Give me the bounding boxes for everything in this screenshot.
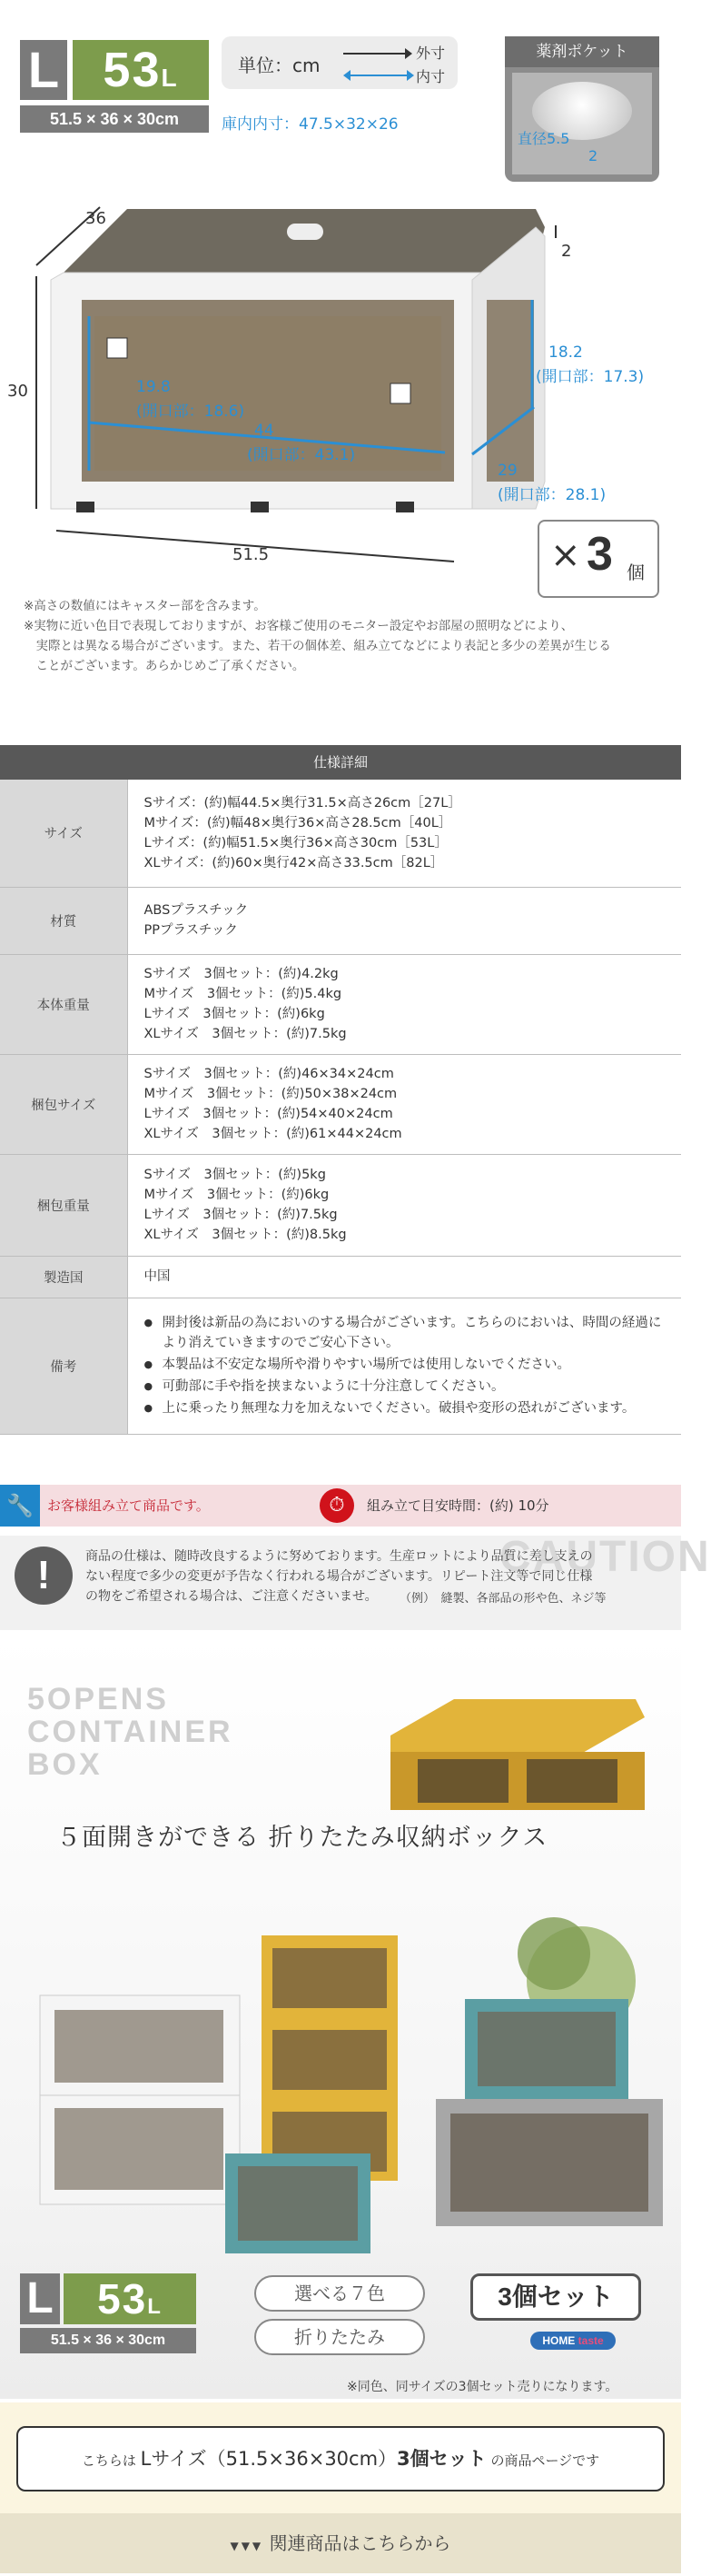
related-products-link[interactable] — [0, 2513, 681, 2573]
spec-line: XLサイズ 3個セット：(約)7.5kg — [143, 1027, 347, 1041]
dim-inner-width: 44 — [254, 422, 274, 440]
inner-label: 内寸 — [416, 68, 446, 85]
spec-line: 中国 — [143, 1269, 171, 1284]
spec-key: サイズ — [0, 780, 127, 887]
front-latch-icon — [390, 383, 410, 403]
quantity-unit: 個 — [627, 562, 645, 583]
size-letter: L — [20, 2273, 60, 2324]
remark-item: ● 開封後は新品の為においのする場合がございます。こちらのにおいは、時間の経過により消えていきますのでご安心下さい。 — [144, 1313, 666, 1353]
assembly-text: お客様組み立て商品です。 — [47, 1497, 210, 1514]
logo-home: HOME — [542, 2334, 576, 2347]
remark-item: ● 本製品は不安定な場所や滑りやすい場所では使用しないでください。 — [144, 1355, 666, 1375]
spec-value — [127, 780, 681, 887]
note-line: 実際とは異なる場合がございます。また、若干の個体差、組み立てなどにより表記と多少の差異が生じる — [24, 639, 611, 653]
dim-depth: 36 — [85, 209, 106, 228]
spec-line: Mサイズ 3個セット：(約)5.4kg — [143, 987, 342, 1001]
size-letter: L — [20, 40, 67, 100]
brand-mark — [27, 1683, 233, 1781]
medicine-pocket-title: 薬剤ポケット — [505, 36, 659, 67]
spec-value — [127, 1154, 681, 1256]
brand-line: CONTAINER — [27, 1715, 233, 1749]
spec-key: 本体重量 — [0, 954, 127, 1054]
quantity-number: 3 — [587, 528, 613, 581]
spec-key: 梱包重量 — [0, 1154, 127, 1256]
white-stack-window — [54, 2010, 223, 2083]
spec-line: PPプラスチック — [143, 923, 238, 938]
side-panel — [487, 300, 534, 482]
caution-text: 商品の仕様は、随時改良するように努めております。生産ロットにより品質に差し支えのない程度で多少の変更が予告なく行われる場合がございます。リピート注文等で同じ仕様の物をご希望される場合は、ご注意くださいませ。 — [85, 1549, 593, 1604]
note-line: ※高さの数値にはキャスター部を含みます。 — [24, 599, 266, 613]
spec-value — [127, 1298, 681, 1434]
clock-icon: ⏱ — [320, 1488, 354, 1523]
remark-item: ● 上に乗ったり無理な力を加えないでください。破損や変形の恐れがございます。 — [144, 1398, 666, 1418]
caution-watermark: CAUTION — [499, 1533, 711, 1581]
caution-example: （例） 縫製、各部品の形や色、ネジ等 — [400, 1592, 607, 1606]
spec-line: Sサイズ：(約)幅44.5×奥行31.5×高さ26cm［27L］ — [143, 795, 461, 811]
table-row — [0, 887, 681, 954]
product-set: 3個セット — [397, 2448, 487, 2470]
table-row — [0, 1054, 681, 1154]
dim-side-depth: 29 — [498, 462, 518, 480]
dim-side-height: 18.2 — [548, 343, 583, 362]
size-notes — [24, 596, 659, 676]
assembly-time: 組み立て目安時間：(約) 10分 — [367, 1497, 549, 1514]
logo-taste: taste — [578, 2334, 604, 2347]
note-line: ことがございます。あらかじめご了承ください。 — [24, 659, 305, 673]
set-note: ※同色、同サイズの3個セット売りになります。 — [347, 2380, 618, 2394]
plant-leaves — [518, 1917, 590, 1990]
size-capacity — [64, 2273, 196, 2324]
caster-icon — [396, 502, 414, 512]
product-suffix: の商品ページです — [490, 2452, 600, 2469]
table-row — [0, 1154, 681, 1256]
unit-label: 単位：cm — [238, 55, 321, 76]
inner-arrow-icon — [345, 75, 412, 76]
yellow-box-lid — [390, 1699, 645, 1754]
product-page-text — [16, 2444, 665, 2472]
medicine-pocket-panel — [505, 36, 659, 182]
white-stack-window — [54, 2108, 223, 2190]
table-row — [0, 1298, 681, 1434]
triangle-down-icon: ▼▼▼ — [230, 2540, 264, 2552]
spec-line: Sサイズ 3個セット：(約)4.2kg — [143, 967, 339, 981]
spec-line: Mサイズ 3個セット：(約)50×38×24cm — [143, 1087, 398, 1101]
teal-box-window — [478, 2012, 616, 2086]
spec-value — [127, 1054, 681, 1154]
spec-line: XLサイズ 3個セット：(約)8.5kg — [143, 1228, 347, 1242]
set-badge: 3個セット — [470, 2273, 641, 2321]
size-dimensions: 51.5 × 36 × 30cm — [20, 2328, 196, 2353]
spec-line: Sサイズ 3個セット：(約)5kg — [143, 1168, 326, 1182]
wrench-icon: 🔧 — [0, 1485, 40, 1527]
spec-key: 梱包サイズ — [0, 1054, 127, 1154]
medicine-pocket-photo — [512, 73, 652, 174]
spec-line: Lサイズ 3個セット：(約)6kg — [143, 1007, 325, 1021]
pocket-diameter: 直径5.5 — [518, 130, 570, 147]
table-row — [0, 1256, 681, 1298]
table-row — [0, 780, 681, 887]
lid-handle-icon — [287, 224, 323, 240]
dim-front-height: 19.8 — [136, 378, 171, 396]
front-latch-icon — [107, 338, 127, 358]
spec-line: ABSプラスチック — [143, 903, 249, 918]
spec-key: 材質 — [0, 887, 127, 954]
headline: ５面開きができる 折りたたみ収納ボックス — [56, 1824, 548, 1852]
size-number: 53 — [103, 43, 162, 97]
yellow-box-window — [418, 1759, 509, 1803]
yellow-stack-window — [272, 2030, 387, 2090]
product-prefix: こちらは — [81, 2452, 136, 2469]
size-capacity — [73, 40, 209, 100]
caster-icon — [76, 502, 94, 512]
note-line: ※実物に近い色目で表現しておりますが、お客様ご使用のモニター設定やお部屋の照明などにより、 — [24, 619, 574, 633]
spec-line: Mサイズ：(約)幅48×奥行36×高さ28.5cm［40L］ — [143, 815, 452, 830]
exclamation-icon: ! — [15, 1547, 73, 1605]
dim-lid: 2 — [561, 242, 572, 261]
dim-height: 30 — [7, 382, 28, 401]
dim-side-depth-opening: (開口部：28.1) — [498, 486, 607, 504]
dim-side-opening: (開口部：17.3) — [536, 368, 645, 386]
teal-box-window — [238, 2166, 358, 2241]
brand-line: 5OPENS — [27, 1682, 169, 1716]
spec-value — [127, 954, 681, 1054]
gray-box-window — [450, 2114, 648, 2212]
foldable-pill: 折りたたみ — [254, 2319, 425, 2355]
dim-front-opening: (開口部：18.6) — [136, 403, 245, 421]
dim-width: 51.5 — [232, 545, 270, 564]
pocket-depth: 2 — [588, 147, 598, 164]
spec-key: 備考 — [0, 1298, 127, 1434]
home-taste-logo — [530, 2332, 616, 2350]
spec-line: XLサイズ 3個セット：(約)61×44×24cm — [143, 1127, 402, 1141]
quantity-badge — [538, 520, 659, 598]
quantity-symbol: × — [550, 534, 581, 576]
yellow-box-window — [527, 1759, 617, 1803]
spec-value — [127, 1256, 681, 1298]
spec-key: 製造国 — [0, 1256, 127, 1298]
spec-line: XLサイズ：(約)60×奥行42×高さ33.5cm［82L］ — [143, 855, 444, 870]
spec-line: Lサイズ 3個セット：(約)54×40×24cm — [143, 1107, 393, 1121]
spec-line: Lサイズ 3個セット：(約)7.5kg — [143, 1208, 338, 1222]
spec-line: Mサイズ 3個セット：(約)6kg — [143, 1188, 330, 1202]
spec-value — [127, 887, 681, 954]
spec-line: Sサイズ 3個セット：(約)46×34×24cm — [143, 1067, 394, 1081]
size-unit: L — [147, 2294, 163, 2319]
spec-line: Lサイズ：(約)幅51.5×奥行36×高さ30cm［53L］ — [143, 835, 448, 850]
table-row — [0, 954, 681, 1054]
spec-title: 仕様詳細 — [0, 745, 681, 780]
product-size: Lサイズ（51.5×36×30cm） — [140, 2448, 398, 2470]
inner-dimensions: 庫内内寸：47.5×32×26 — [222, 115, 399, 134]
yellow-stack-window — [272, 1948, 387, 2008]
brand-line: BOX — [27, 1747, 103, 1782]
outer-label: 外寸 — [416, 45, 446, 62]
colors-pill: 選べる７色 — [254, 2275, 425, 2312]
outer-arrow-icon — [343, 53, 410, 55]
caster-icon — [251, 502, 269, 512]
size-unit: L — [161, 64, 179, 92]
size-number: 53 — [97, 2275, 148, 2322]
related-label: 関連商品はこちらから — [269, 2532, 451, 2554]
dim-inner-opening: (開口部：43.1) — [247, 446, 356, 464]
spec-table — [0, 780, 681, 1435]
size-dimensions: 51.5 × 36 × 30cm — [20, 105, 209, 133]
remark-item: ● 可動部に手や指を挟まないように十分注意してください。 — [144, 1377, 666, 1397]
